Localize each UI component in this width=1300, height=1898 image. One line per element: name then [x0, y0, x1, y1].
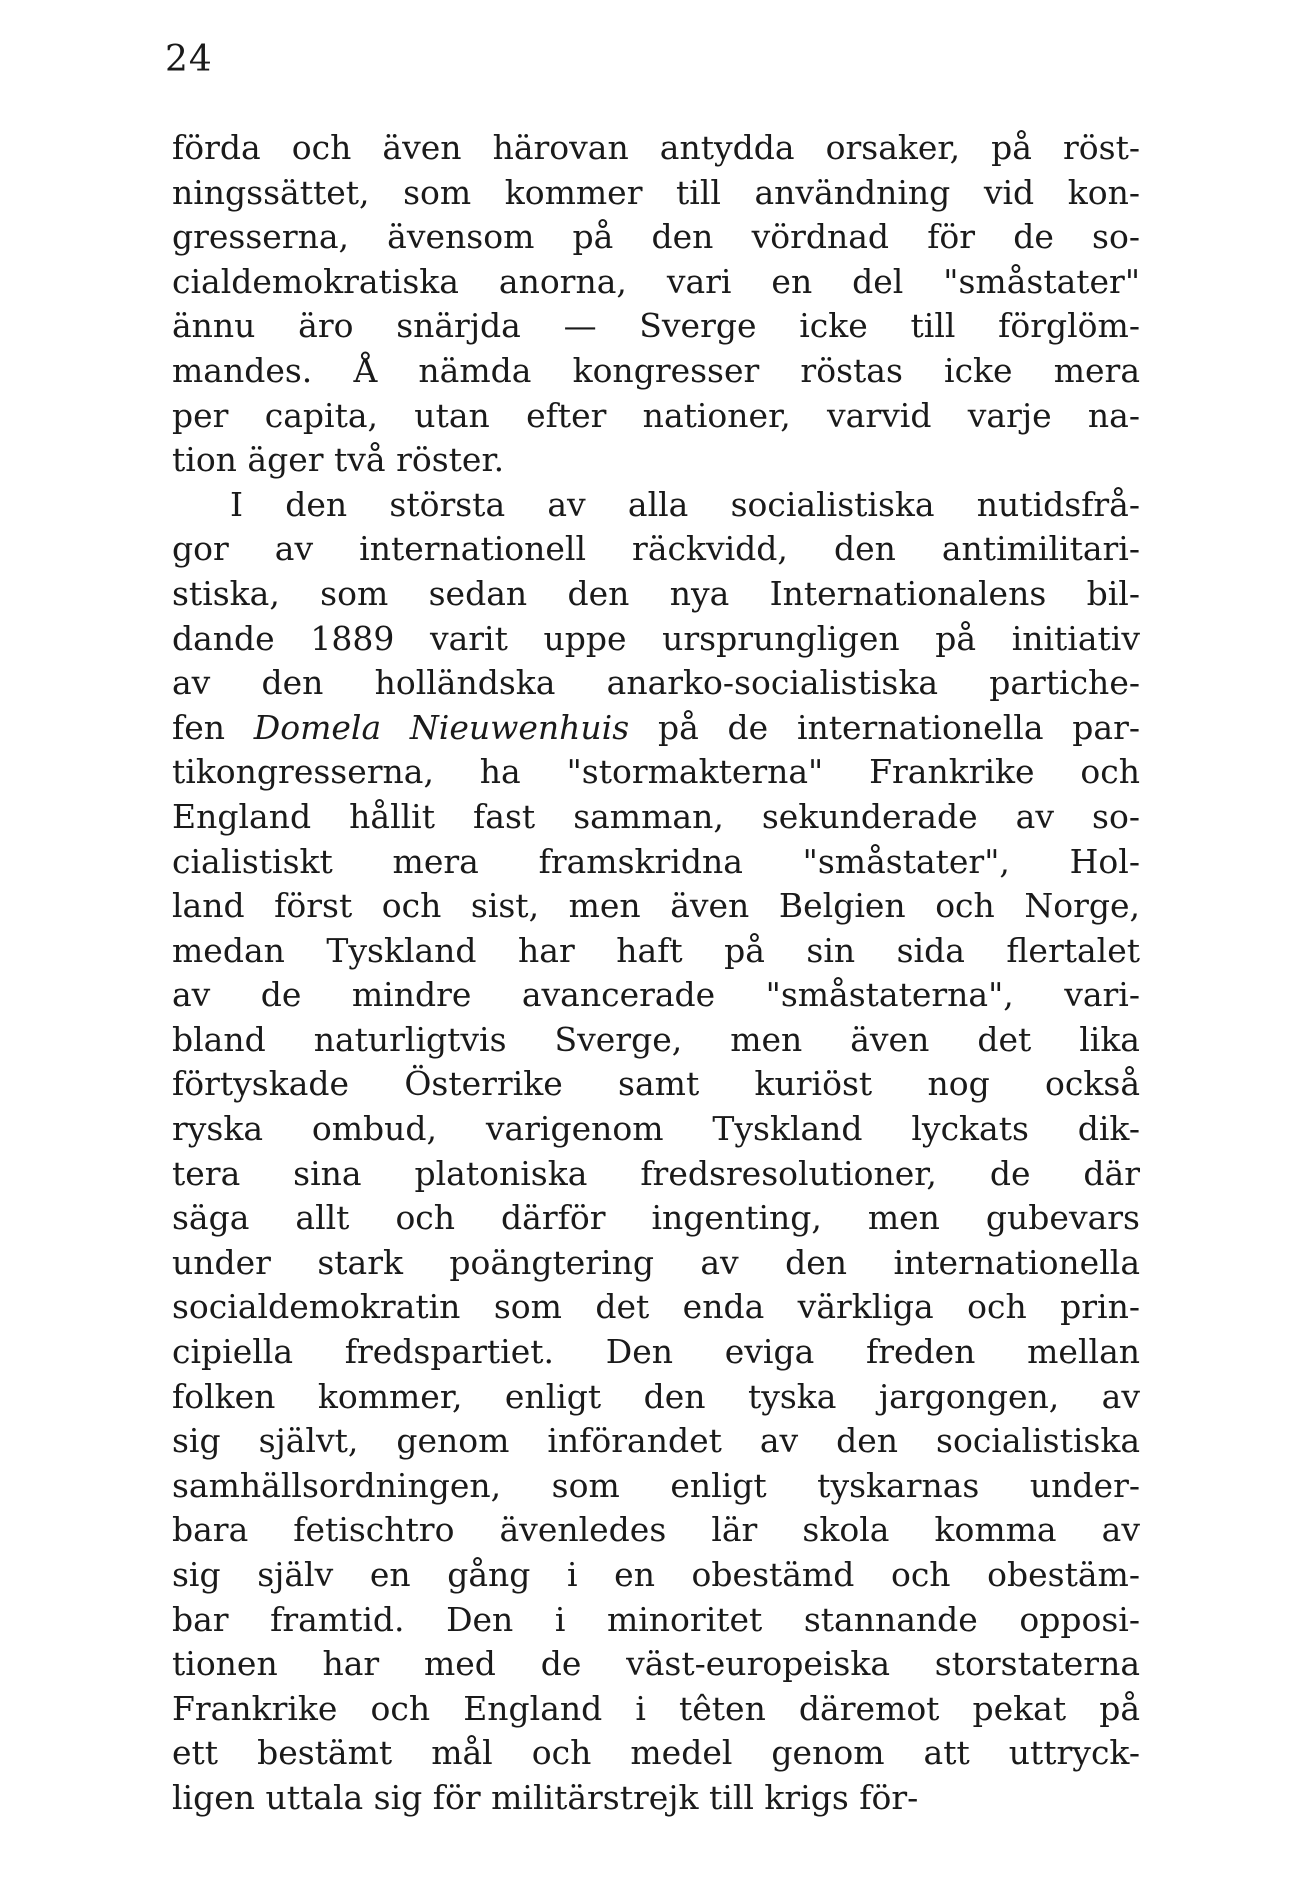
text-line: bland naturligtvis Sverge, men även det lika [172, 1019, 1140, 1059]
text-line: säga allt och därför ingenting, men gubevars [172, 1198, 1140, 1238]
text-line: England hållit fast samman, sekunderade av so- [172, 796, 1140, 836]
text-line: under stark poängtering av den internationella [172, 1242, 1140, 1282]
text-segment: fen [172, 707, 254, 747]
text-line: ryska ombud, varigenom Tyskland lyckats dik- [172, 1109, 1140, 1149]
text-line: sig själv en gång i en obestämd och obestäm- [172, 1555, 1140, 1594]
text-line: bar framtid. Den i minoritet stannande opposi- [172, 1599, 1140, 1639]
text-line [172, 706, 1140, 751]
text-line: tera sina platoniska fredsresolutioner, de där [172, 1153, 1140, 1193]
text-line: cialistiskt mera framskridna "småstater", Hol- [172, 841, 1140, 881]
text-line: ligen uttala sig för militärstrejk till krigs för- [172, 1777, 919, 1817]
text-line: socialdemokratin som det enda värkliga och prin- [172, 1287, 1140, 1327]
text-line: samhällsordningen, som enligt tyskarnas under- [172, 1465, 1140, 1505]
text-line: stiska, som sedan den nya Internationalens bil- [172, 573, 1140, 613]
text-line: tikongresserna, ha "stormakterna" Frankrike och [172, 752, 1140, 792]
text-line: tion äger två röster. [172, 440, 505, 480]
text-line: förda och även härovan antydda orsaker, på röst- [172, 128, 1140, 167]
text-line: gresserna, ävensom på den vördnad för de so- [172, 217, 1140, 257]
italic-name: Domela Nieuwenhuis [253, 707, 630, 747]
page-number: 24 [165, 39, 213, 80]
text-line: land först och sist, men även Belgien och Norge, [172, 886, 1140, 926]
text-line: av den holländska anarko-socialistiska partiche- [172, 663, 1140, 703]
text-line: cipiella fredspartiet. Den eviga freden mellan [172, 1332, 1140, 1372]
text-line: per capita, utan efter nationer, varvid varje na- [172, 395, 1140, 435]
text-line: av de mindre avancerade "småstaterna", vari- [172, 975, 1140, 1015]
text-segment: på de internationella par- [629, 707, 1140, 747]
text-line: förtyskade Österrike samt kuriöst nog också [172, 1064, 1140, 1104]
text-line: ningssättet, som kommer till användning vid kon- [172, 172, 1140, 212]
text-line: Frankrike och England i têten däremot pekat på [172, 1688, 1140, 1728]
text-line: cialdemokratiska anorna, vari en del "småstater" [172, 261, 1140, 301]
text-line: bara fetischtro ävenledes lär skola komma av [172, 1510, 1140, 1550]
body-text [172, 126, 1140, 1821]
text-line: gor av internationell räckvidd, den antimilitari- [172, 529, 1140, 569]
text-line: I den största av alla socialistiska nutidsfrå- [230, 484, 1140, 524]
text-line: tionen har med de väst-europeiska storstaterna [172, 1644, 1140, 1684]
paragraph [172, 126, 1140, 483]
text-line: dande 1889 varit uppe ursprungligen på initiativ [172, 618, 1140, 658]
text-line: sig självt, genom införandet av den socialistiska [172, 1421, 1140, 1461]
paragraph [172, 483, 1140, 1821]
text-line: ett bestämt mål och medel genom att uttryck- [172, 1733, 1140, 1773]
text-line: ännu äro snärjda — Sverge icke till förglöm- [172, 306, 1140, 346]
text-line: folken kommer, enligt den tyska jargongen, av [172, 1376, 1140, 1416]
text-line: mandes. Å nämda kongresser röstas icke mera [172, 350, 1140, 390]
text-line: medan Tyskland har haft på sin sida flertalet [172, 930, 1140, 970]
